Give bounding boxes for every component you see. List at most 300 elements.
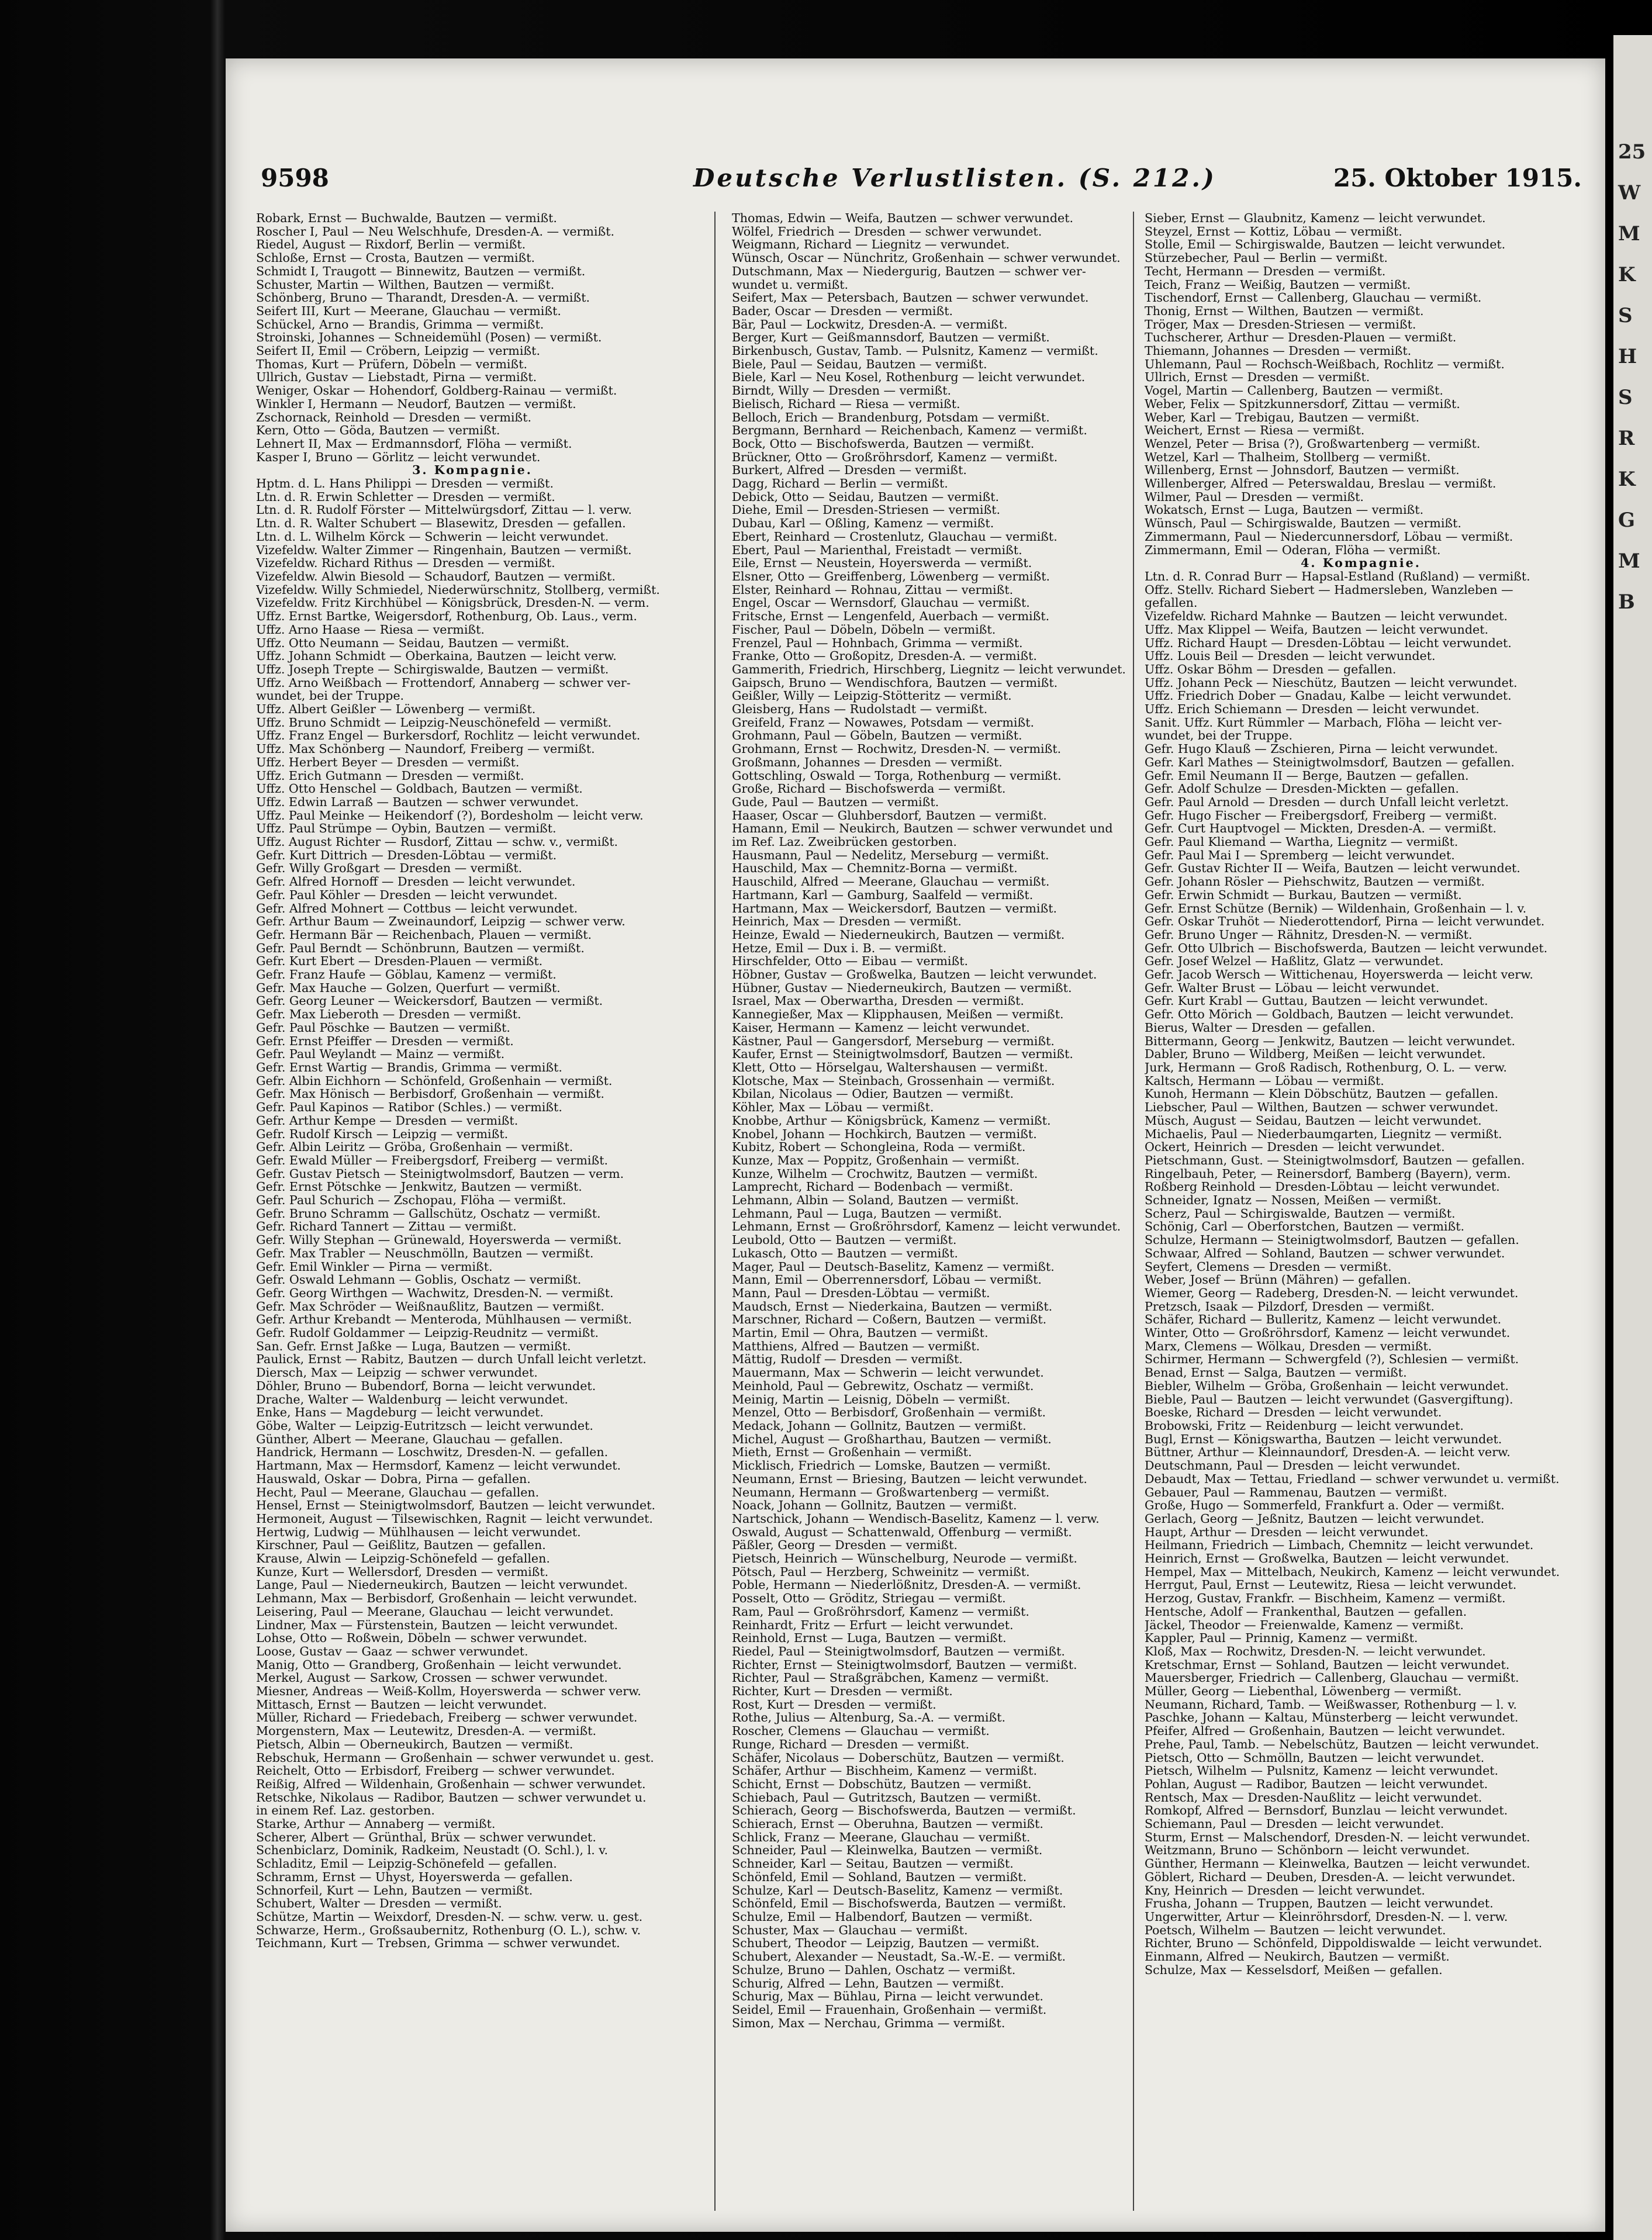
casualty-entry: Schönberg, Bruno — Tharandt, Dresden-A. — vermißt. xyxy=(256,291,590,305)
casualty-entry: Rebschuk, Hermann — Großenhain — schwer verwundet u. gest. xyxy=(256,1751,654,1765)
casualty-entry: Wiemer, Georg — Radeberg, Dresden-N. — leicht verwundet. xyxy=(1145,1286,1519,1300)
casualty-entry: Kbilan, Nicolaus — Odier, Bautzen — vermißt. xyxy=(732,1087,1014,1101)
casualty-entry: Bierus, Walter — Dresden — gefallen. xyxy=(1145,1021,1375,1035)
casualty-entry: Hartmann, Max — Weickersdorf, Bautzen — vermißt. xyxy=(732,901,1057,915)
casualty-entry: Offz. Stellv. Richard Siebert — Hadmersleben, Wanzleben — xyxy=(1145,583,1513,597)
casualty-entry: Uffz. Paul Strümpe — Oybin, Bautzen — vermißt. xyxy=(256,822,557,836)
casualty-entry: Elster, Reinhard — Rohnau, Zittau — vermißt. xyxy=(732,583,1014,597)
casualty-entry: Reinhold, Ernst — Luga, Bautzen — vermißt. xyxy=(732,1631,1007,1645)
casualty-entry: Kasper I, Bruno — Görlitz — leicht verwundet. xyxy=(256,450,541,464)
casualty-entry: Seifert II, Emil — Cröbern, Leipzig — vermißt. xyxy=(256,344,541,358)
casualty-entry: Noack, Johann — Gollnitz, Bautzen — vermißt. xyxy=(732,1499,1017,1512)
casualty-entry: Paschke, Johann — Kaltau, Münsterberg — leicht verwundet. xyxy=(1145,1711,1519,1725)
casualty-entry: Riedel, August — Rixdorf, Berlin — vermißt. xyxy=(256,238,526,252)
page-number: 9598 xyxy=(261,164,329,192)
casualty-entry: Gefr. Ernst Pötschke — Jenkwitz, Bautzen — vermißt. xyxy=(256,1180,582,1194)
column-1 xyxy=(256,212,689,2217)
casualty-entry: Dabler, Bruno — Wildberg, Meißen — leicht verwundet. xyxy=(1145,1048,1486,1061)
casualty-entry: Hetze, Emil — Dux i. B. — vermißt. xyxy=(732,941,947,955)
casualty-entry: Biebler, Wilhelm — Gröba, Großenhain — leicht verwundet. xyxy=(1145,1379,1509,1393)
casualty-entry: Schurig, Alfred — Lehn, Bautzen — vermißt. xyxy=(732,1976,1004,1990)
casualty-entry: Schulze, Max — Kesselsdorf, Meißen — gefallen. xyxy=(1145,1963,1443,1977)
casualty-entry: Schönfeld, Emil — Sohland, Bautzen — vermißt. xyxy=(732,1870,1027,1884)
casualty-entry: Ungerwitter, Artur — Kleinröhrsdorf, Dresden-N. — l. verw. xyxy=(1145,1910,1508,1924)
casualty-entry: Stolle, Emil — Schirgiswalde, Bautzen — leicht verwundet. xyxy=(1145,238,1506,252)
casualty-entry: Brückner, Otto — Großröhrsdorf, Kamenz — vermißt. xyxy=(732,450,1058,464)
casualty-entry: Pietschmann, Gust. — Steinigtwolmsdorf, Bautzen — gefallen. xyxy=(1145,1153,1525,1167)
casualty-entry: Richter, Kurt — Dresden — vermißt. xyxy=(732,1685,953,1698)
casualty-entry: Hübner, Gustav — Niederneukirch, Bautzen — vermißt. xyxy=(732,981,1072,995)
casualty-entry: Ltn. d. R. Rudolf Förster — Mittelwürgsdorf, Zittau — l. verw. xyxy=(256,503,632,517)
casualty-entry: Zimmermann, Emil — Oderan, Flöha — vermißt. xyxy=(1145,543,1441,557)
casualty-entry: Kunze, Kurt — Wellersdorf, Dresden — vermißt. xyxy=(256,1565,549,1579)
casualty-entry: Schäfer, Arthur — Bischheim, Kamenz — vermißt. xyxy=(732,1764,1037,1778)
casualty-entry: Uffz. Richard Haupt — Dresden-Löbtau — leicht verwundet. xyxy=(1145,636,1512,650)
casualty-entry: Reichelt, Otto — Erbisdorf, Freiberg — schwer verwundet. xyxy=(256,1764,615,1778)
casualty-entry: Hensel, Ernst — Steinigtwolmsdorf, Bautzen — leicht verwundet. xyxy=(256,1499,656,1512)
casualty-entry: Thomas, Kurt — Prüfern, Döbeln — vermißt. xyxy=(256,357,528,371)
edge-fragment: K xyxy=(1618,263,1636,286)
casualty-entry: Richter, Paul — Straßgräbchen, Kamenz — vermißt. xyxy=(732,1671,1049,1685)
casualty-entry: Haaser, Oscar — Gluhbersdorf, Bautzen — vermißt. xyxy=(732,808,1047,822)
casualty-entry: Benad, Ernst — Salga, Bautzen — vermißt. xyxy=(1145,1366,1407,1380)
casualty-entry: Hartmann, Max — Hermsdorf, Kamenz — leicht verwundet. xyxy=(256,1459,621,1472)
casualty-entry: Boeske, Richard — Dresden — leicht verwundet. xyxy=(1145,1406,1442,1419)
casualty-entry: Gefr. Richard Tannert — Zittau — vermißt. xyxy=(256,1220,517,1234)
casualty-entry: Bader, Oscar — Dresden — vermißt. xyxy=(732,304,953,318)
column-2 xyxy=(732,212,1164,2217)
casualty-entry: Große, Richard — Bischofswerda — vermißt. xyxy=(732,782,1006,796)
casualty-entry: Gefr. Georg Wirthgen — Wachwitz, Dresden-N. — vermißt. xyxy=(256,1286,614,1300)
casualty-entry: Schubert, Walter — Dresden — vermißt. xyxy=(256,1897,502,1910)
casualty-entry: Lehmann, Albin — Soland, Bautzen — vermißt. xyxy=(732,1194,1019,1207)
casualty-entry: Lamprecht, Richard — Bodenbach — vermißt. xyxy=(732,1180,1014,1194)
casualty-entry: Ringelbauh, Peter, — Reinersdorf, Bamberg (Bayern), verm. xyxy=(1145,1167,1511,1181)
casualty-entry: Matthiens, Alfred — Bautzen — vermißt. xyxy=(732,1339,980,1353)
casualty-entry: Thiemann, Johannes — Dresden — vermißt. xyxy=(1145,344,1412,358)
casualty-entry: Elsner, Otto — Greiffenberg, Löwenberg — vermißt. xyxy=(732,569,1050,583)
edge-fragment: K xyxy=(1618,468,1636,491)
casualty-entry: Gefr. Alfred Mohnert — Cottbus — leicht verwundet. xyxy=(256,901,578,915)
casualty-entry: Gefr. Walter Brust — Löbau — leicht verwundet. xyxy=(1145,981,1440,995)
casualty-entry: Wetzel, Karl — Thalheim, Stollberg — vermißt. xyxy=(1145,450,1431,464)
edge-fragment: 25 xyxy=(1618,140,1646,164)
casualty-entry: Ltn. d. R. Walter Schubert — Blasewitz, Dresden — gefallen. xyxy=(256,517,626,530)
casualty-entry: Uffz. Bruno Schmidt — Leipzig-Neuschönefeld — vermißt. xyxy=(256,715,612,730)
casualty-entry: Menzel, Otto — Berbisdorf, Großenhain — vermißt. xyxy=(732,1406,1046,1419)
casualty-entry: Sanit. Uffz. Kurt Rümmler — Marbach, Flöha — leicht ver- xyxy=(1145,715,1502,730)
casualty-entry: im Ref. Laz. Zweibrücken gestorben. xyxy=(732,835,957,849)
casualty-entry: Riedel, Paul — Steinigtwolmsdorf, Bautzen — vermißt. xyxy=(732,1644,1065,1658)
casualty-entry: Morgenstern, Max — Leutewitz, Dresden-A. — vermißt. xyxy=(256,1724,597,1738)
casualty-entry: Gefr. Franz Haufe — Göblau, Kamenz — vermißt. xyxy=(256,968,557,981)
casualty-entry: Schulze, Emil — Halbendorf, Bautzen — vermißt. xyxy=(732,1910,1033,1924)
casualty-entry: Schlick, Franz — Meerane, Glauchau — vermißt. xyxy=(732,1830,1031,1844)
casualty-entry: Gefr. Paul Pöschke — Bautzen — vermißt. xyxy=(256,1021,510,1035)
casualty-entry: Gefr. Arthur Krebandt — Menteroda, Mühlhausen — vermißt. xyxy=(256,1313,632,1327)
casualty-entry: Kern, Otto — Göda, Bautzen — vermißt. xyxy=(256,424,500,437)
casualty-entry: Kubitz, Robert — Schongleina, Roda — vermißt. xyxy=(732,1140,1026,1154)
casualty-entry: Martin, Emil — Ohra, Bautzen — vermißt. xyxy=(732,1326,989,1340)
casualty-entry: Winkler I, Hermann — Neudorf, Bautzen — vermißt. xyxy=(256,397,576,411)
casualty-entry: Schönig, Carl — Oberforstchen, Bautzen — vermißt. xyxy=(1145,1220,1465,1234)
edge-fragment: M xyxy=(1618,549,1640,573)
casualty-entry: gefallen. xyxy=(1145,596,1198,610)
casualty-entry: Hertwig, Ludwig — Mühlhausen — leicht verwundet. xyxy=(256,1525,581,1539)
casualty-entry: Döhler, Bruno — Bubendorf, Borna — leicht verwundet. xyxy=(256,1379,596,1393)
casualty-entry: Kunoh, Hermann — Klein Döbschütz, Bautzen — gefallen. xyxy=(1145,1087,1499,1101)
casualty-entry: Engel, Oscar — Wernsdorf, Glauchau — vermißt. xyxy=(732,596,1030,610)
casualty-entry: Heinze, Ewald — Niederneukirch, Bautzen — vermißt. xyxy=(732,928,1065,942)
casualty-entry: Gefr. Paul Schurich — Zschopau, Flöha — vermißt. xyxy=(256,1194,566,1207)
casualty-entry: Gefr. Max Trabler — Neuschmölln, Bautzen — vermißt. xyxy=(256,1246,594,1260)
page-header xyxy=(249,164,1582,205)
casualty-entry: Pohlan, August — Radibor, Bautzen — leicht verwundet. xyxy=(1145,1777,1488,1791)
column-rule xyxy=(714,212,716,2211)
casualty-entry: Jurk, Hermann — Groß Radisch, Rothenburg, O. L. — verw. xyxy=(1145,1061,1507,1074)
casualty-entry: Stroinski, Johannes — Schneidemühl (Posen) — vermißt. xyxy=(256,331,602,345)
casualty-entry: Großmann, Johannes — Dresden — vermißt. xyxy=(732,755,1003,769)
casualty-entry: Runge, Richard — Dresden — vermißt. xyxy=(732,1737,970,1751)
casualty-entry: Handrick, Hermann — Loschwitz, Dresden-N. — gefallen. xyxy=(256,1446,609,1460)
casualty-entry: Uffz. Johann Peck — Nieschütz, Bautzen — leicht verwundet. xyxy=(1145,676,1518,690)
casualty-entry: Lange, Paul — Niederneukirch, Bautzen — leicht verwundet. xyxy=(256,1578,628,1592)
casualty-entry: Gefr. Alfred Hornoff — Dresden — leicht verwundet. xyxy=(256,875,576,889)
casualty-entry: Gefr. Karl Mathes — Steinigtwolmsdorf, Bautzen — gefallen. xyxy=(1145,755,1515,769)
casualty-entry: Lehmann, Ernst — Großröhrsdorf, Kamenz — leicht verwundet. xyxy=(732,1220,1121,1234)
casualty-entry: Herzog, Gustav, Frankfr. — Bischheim, Kamenz — vermißt. xyxy=(1145,1592,1506,1605)
casualty-entry: Ltn. d. R. Erwin Schletter — Dresden — vermißt. xyxy=(256,490,555,504)
casualty-entry: Hauschild, Alfred — Meerane, Glauchau — vermißt. xyxy=(732,875,1050,889)
casualty-entry: Dutschmann, Max — Niedergurig, Bautzen — schwer ver- xyxy=(732,264,1086,278)
casualty-entry: Gefr. Erwin Schmidt — Burkau, Bautzen — vermißt. xyxy=(1145,888,1462,902)
casualty-entry: Schladitz, Emil — Leipzig-Schönefeld — gefallen. xyxy=(256,1857,557,1871)
casualty-entry: Richter, Ernst — Steinigtwolmsdorf, Bautzen — vermißt. xyxy=(732,1658,1077,1672)
edge-fragment: R xyxy=(1618,427,1635,450)
casualty-entry: Gleisberg, Hans — Rudolstadt — vermißt. xyxy=(732,703,988,716)
edge-fragment: S xyxy=(1618,304,1633,327)
casualty-entry: Neumann, Ernst — Briesing, Bautzen — leicht verwundet. xyxy=(732,1472,1087,1486)
casualty-entry: Lehmann, Max — Berbisdorf, Großenhain — leicht verwundet. xyxy=(256,1592,638,1605)
casualty-entry: Reißig, Alfred — Wildenhain, Großenhain — schwer verwundet. xyxy=(256,1777,646,1791)
casualty-entry: Uffz. Max Schönberg — Naundorf, Freiberg — vermißt. xyxy=(256,742,595,756)
casualty-entry: Pietsch, Heinrich — Wünschelburg, Neurode — vermißt. xyxy=(732,1552,1077,1565)
casualty-entry: Vizefeldw. Fritz Kirchhübel — Königsbrück, Dresden-N. — verm. xyxy=(256,596,649,610)
casualty-entry: Ltn. d. L. Wilhelm Körck — Schwerin — leicht verwundet. xyxy=(256,530,609,544)
casualty-entry: Gefr. Albin Leiritz — Gröba, Großenhain — vermißt. xyxy=(256,1140,573,1154)
casualty-entry: Gefr. Johann Rösler — Piehschwitz, Bautzen — vermißt. xyxy=(1145,875,1485,889)
casualty-entry: Kästner, Paul — Gangersdorf, Merseburg — vermißt. xyxy=(732,1034,1055,1048)
casualty-entry: Gefr. Paul Weylandt — Mainz — vermißt. xyxy=(256,1048,505,1061)
casualty-entry: Heinrich, Max — Dresden — vermißt. xyxy=(732,915,962,928)
casualty-entry: Neumann, Richard, Tamb. — Weißwasser, Rothenburg — l. v. xyxy=(1145,1698,1517,1712)
casualty-entry: Weichert, Ernst — Riesa — vermißt. xyxy=(1145,424,1365,437)
casualty-entry: Zimmermann, Paul — Niedercunnersdorf, Löbau — vermißt. xyxy=(1145,530,1513,544)
casualty-entry: Frusha, Johann — Truppen, Bautzen — leicht verwundet. xyxy=(1145,1897,1494,1910)
casualty-entry: Schwarze, Herm., Großsaubernitz, Rothenburg (O. L.), schw. v. xyxy=(256,1923,641,1937)
casualty-entry: Weber, Karl — Trebigau, Bautzen — vermißt. xyxy=(1145,410,1420,424)
casualty-entry: Gefr. Paul Mai I — Spremberg — leicht verwundet. xyxy=(1145,848,1455,862)
casualty-entry: Gerlach, Georg — Jeßnitz, Bautzen — leicht verwundet. xyxy=(1145,1512,1485,1526)
casualty-entry: Gefr. Willy Großgart — Dresden — vermißt. xyxy=(256,862,523,876)
casualty-entry: Uhlemann, Paul — Rochsch-Weißbach, Rochlitz — vermißt. xyxy=(1145,357,1505,371)
casualty-entry: Vizefeldw. Alwin Biesold — Schaudorf, Bautzen — vermißt. xyxy=(256,569,616,583)
casualty-entry: Gefr. Albin Eichhorn — Schönfeld, Großenhain — vermißt. xyxy=(256,1074,613,1088)
casualty-entry: Uffz. Max Klippel — Weifa, Bautzen — leicht verwundet. xyxy=(1145,623,1489,637)
casualty-entry: Müsch, August — Seidau, Bautzen — leicht verwundet. xyxy=(1145,1114,1482,1128)
casualty-entry: Neumann, Hermann — Großwartenberg — vermißt. xyxy=(732,1485,1050,1499)
casualty-entry: Uffz. Oskar Böhm — Dresden — gefallen. xyxy=(1145,662,1397,676)
casualty-entry: Stürzebecher, Paul — Berlin — vermißt. xyxy=(1145,251,1388,265)
casualty-entry: Müller, Richard — Friedebach, Freiberg — schwer verwundet. xyxy=(256,1711,638,1725)
casualty-entry: Uffz. Louis Beil — Dresden — leicht verwundet. xyxy=(1145,649,1436,663)
casualty-entry: Gefr. Paul Kapinos — Ratibor (Schles.) — vermißt. xyxy=(256,1101,562,1114)
casualty-entry: Schulze, Hermann — Steinigtwolmsdorf, Bautzen — gefallen. xyxy=(1145,1233,1519,1247)
casualty-entry: wundet, bei der Truppe. xyxy=(1145,729,1293,743)
casualty-entry: Uffz. Erich Schiemann — Dresden — leicht verwundet. xyxy=(1145,703,1480,716)
casualty-entry: Schwaar, Alfred — Sohland, Bautzen — schwer verwundet. xyxy=(1145,1246,1505,1260)
casualty-entry: Lehmann, Paul — Luga, Bautzen — vermißt. xyxy=(732,1207,1003,1221)
casualty-entry: Gefr. Georg Leuner — Weickersdorf, Bautzen — vermißt. xyxy=(256,994,603,1008)
casualty-entry: Hempel, Max — Mittelbach, Neukirch, Kamenz — leicht verwundet. xyxy=(1145,1565,1560,1579)
edge-fragment: H xyxy=(1618,345,1637,368)
casualty-entry: Gebauer, Paul — Rammenau, Bautzen — vermißt. xyxy=(1145,1485,1447,1499)
casualty-entry: Schuster, Martin — Wilthen, Bautzen — vermißt. xyxy=(256,278,555,292)
casualty-entry: Pietsch, Otto — Schmölln, Bautzen — leicht verwundet. xyxy=(1145,1751,1485,1765)
casualty-entry: Ebert, Reinhard — Crostenlutz, Glauchau — vermißt. xyxy=(732,530,1057,544)
casualty-entry: Gefr. Ernst Pfeiffer — Dresden — vermißt. xyxy=(256,1034,514,1048)
casualty-entry: Deutschmann, Paul — Dresden — leicht verwundet. xyxy=(1145,1459,1461,1472)
casualty-entry: Wilmer, Paul — Dresden — vermißt. xyxy=(1145,490,1364,504)
casualty-entry: Lindner, Max — Fürstenstein, Bautzen — leicht verwundet. xyxy=(256,1618,618,1632)
casualty-entry: Bär, Paul — Lockwitz, Dresden-A. — vermißt. xyxy=(732,317,1008,331)
casualty-entry: wundet u. vermißt. xyxy=(732,278,849,292)
casualty-entry: Hartmann, Karl — Gamburg, Saalfeld — vermißt. xyxy=(732,888,1034,902)
edge-fragment: B xyxy=(1618,590,1635,614)
casualty-entry: Oswald, August — Schattenwald, Offenburg — vermißt. xyxy=(732,1525,1072,1539)
casualty-entry: Müller, Georg — Liebenthal, Löwenberg — vermißt. xyxy=(1145,1685,1462,1698)
casualty-entry: Gude, Paul — Bautzen — vermißt. xyxy=(732,795,939,809)
casualty-entry: Willenberger, Alfred — Peterswaldau, Breslau — vermißt. xyxy=(1145,477,1497,490)
casualty-entry: Belloch, Erich — Brandenburg, Potsdam — vermißt. xyxy=(732,410,1050,424)
casualty-entry: Uffz. Joseph Trepte — Schirgiswalde, Bautzen — vermißt. xyxy=(256,662,609,676)
casualty-entry: Uffz. Ernst Bartke, Weigersdorf, Rothenburg, Ob. Laus., verm. xyxy=(256,610,637,623)
casualty-entry: Schäfer, Nicolaus — Doberschütz, Bautzen — vermißt. xyxy=(732,1751,1065,1765)
casualty-entry: Debick, Otto — Seidau, Bautzen — vermißt. xyxy=(732,490,1000,504)
casualty-entry: Schurig, Max — Bühlau, Pirna — leicht verwundet. xyxy=(732,1990,1043,2003)
casualty-entry: Günther, Hermann — Kleinwelka, Bautzen — leicht verwundet. xyxy=(1145,1857,1530,1871)
casualty-entry: Bieble, Paul — Bautzen — leicht verwundet (Gasvergiftung). xyxy=(1145,1392,1513,1406)
casualty-entry: Dagg, Richard — Berlin — vermißt. xyxy=(732,477,948,490)
casualty-entry: Kloß, Max — Rochwitz, Dresden-N. — leicht verwundet. xyxy=(1145,1644,1486,1658)
casualty-entry: Marschner, Richard — Coßern, Bautzen — vermißt. xyxy=(732,1313,1047,1327)
casualty-entry: Krause, Alwin — Leipzig-Schönefeld — gefallen. xyxy=(256,1552,550,1565)
casualty-entry: Leisering, Paul — Meerane, Glauchau — leicht verwundet. xyxy=(256,1605,614,1619)
casualty-entry: Gefr. Rudolf Goldammer — Leipzig-Reudnitz — vermißt. xyxy=(256,1326,599,1340)
casualty-entry: Schuster, Max — Glauchau — vermißt. xyxy=(732,1923,968,1937)
casualty-entry: Hecht, Paul — Meerane, Glauchau — gefallen. xyxy=(256,1485,540,1499)
casualty-entry: Seifert III, Kurt — Meerane, Glauchau — vermißt. xyxy=(256,304,561,318)
casualty-entry: Wünsch, Oscar — Nünchritz, Großenhain — schwer verwundet. xyxy=(732,251,1121,265)
casualty-entry: Kaiser, Hermann — Kamenz — leicht verwundet. xyxy=(732,1021,1030,1035)
casualty-entry: Uffz. Arno Haase — Riesa — vermißt. xyxy=(256,623,485,637)
casualty-entry: Richter, Bruno — Schönfeld, Dippoldiswalde — leicht verwundet. xyxy=(1145,1937,1543,1951)
casualty-entry: Brobowski, Fritz — Reidenburg — leicht verwundet. xyxy=(1145,1419,1464,1433)
casualty-entry: Seidel, Emil — Frauenhain, Großenhain — vermißt. xyxy=(732,2003,1047,2017)
casualty-entry: Wünsch, Paul — Schirgiswalde, Bautzen — vermißt. xyxy=(1145,517,1461,530)
casualty-entry: Nartschick, Johann — Wendisch-Baselitz, Kamenz — l. verw. xyxy=(732,1512,1100,1526)
casualty-entry: Gefr. Emil Neumann II — Berge, Bautzen — gefallen. xyxy=(1145,769,1469,783)
casualty-entry: Teich, Franz — Weißig, Bautzen — vermißt. xyxy=(1145,278,1411,292)
casualty-entry: Schubert, Alexander — Neustadt, Sa.-W.-E. — vermißt. xyxy=(732,1950,1066,1964)
casualty-entry: Göbe, Walter — Leipzig-Eutritzsch — leicht verwundet. xyxy=(256,1419,593,1433)
casualty-entry: Büttner, Arthur — Kleinnaundorf, Dresden-A. — leicht verw. xyxy=(1145,1446,1511,1460)
casualty-entry: Roßberg Reinhold — Dresden-Löbtau — leicht verwundet. xyxy=(1145,1180,1500,1194)
casualty-entry: Gefr. Hugo Fischer — Freibergsdorf, Freiberg — vermißt. xyxy=(1145,808,1497,822)
casualty-entry: Gefr. Arthur Kempe — Dresden — vermißt. xyxy=(256,1114,519,1128)
casualty-entry: Ullrich, Ernst — Dresden — vermißt. xyxy=(1145,371,1370,385)
casualty-entry: Tuchscherer, Arthur — Dresden-Plauen — vermißt. xyxy=(1145,331,1457,345)
casualty-entry: Gefr. Kurt Krabl — Guttau, Bautzen — leicht verwundet. xyxy=(1145,994,1488,1008)
casualty-entry: Gefr. Max Hauche — Golzen, Querfurt — vermißt. xyxy=(256,981,561,995)
casualty-entry: Päßler, Georg — Dresden — vermißt. xyxy=(732,1539,958,1553)
casualty-entry: Rothe, Julius — Altenburg, Sa.-A. — vermißt. xyxy=(732,1711,1006,1725)
casualty-entry: Hermoneit, August — Tilsewischken, Ragnit — leicht verwundet. xyxy=(256,1512,653,1526)
casualty-entry: Birkenbusch, Gustav, Tamb. — Pulsnitz, Kamenz — vermißt. xyxy=(732,344,1098,358)
casualty-entry: Fischer, Paul — Döbeln, Döbeln — vermißt. xyxy=(732,623,996,637)
casualty-entry: Greifeld, Franz — Nowawes, Potsdam — vermißt. xyxy=(732,715,1035,730)
casualty-entry: Seifert, Max — Petersbach, Bautzen — schwer verwundet. xyxy=(732,291,1089,305)
casualty-entry: Thomas, Edwin — Weifa, Bautzen — schwer verwundet. xyxy=(732,212,1074,225)
casualty-entry: Vizefeldw. Richard Mahnke — Bautzen — leicht verwundet. xyxy=(1145,610,1508,623)
casualty-entry: Klotsche, Max — Steinbach, Grossenhain — vermißt. xyxy=(732,1074,1055,1088)
casualty-entry: Ullrich, Gustav — Liebstadt, Pirna — vermißt. xyxy=(256,371,537,385)
casualty-entry: Schierach, Ernst — Oberuhna, Bautzen — vermißt. xyxy=(732,1817,1043,1831)
casualty-entry: Drache, Walter — Waldenburg — leicht verwundet. xyxy=(256,1392,568,1406)
casualty-entry: Pietsch, Albin — Oberneukirch, Bautzen — vermißt. xyxy=(256,1737,573,1751)
casualty-entry: Schramm, Ernst — Uhyst, Hoyerswerda — gefallen. xyxy=(256,1870,573,1884)
casualty-entry: Wenzel, Peter — Brisa (?), Großwartenberg — vermißt. xyxy=(1145,437,1481,451)
casualty-entry: Meinhold, Paul — Gebrewitz, Oschatz — vermißt. xyxy=(732,1379,1034,1393)
casualty-entry: Gefr. Ernst Wartig — Brandis, Grimma — vermißt. xyxy=(256,1061,562,1074)
casualty-entry: Dubau, Karl — Oßling, Kamenz — vermißt. xyxy=(732,517,994,530)
casualty-entry: Haupt, Arthur — Dresden — leicht verwundet. xyxy=(1145,1525,1429,1539)
casualty-entry: Michel, August — Großharthau, Bautzen — vermißt. xyxy=(732,1432,1052,1446)
casualty-entry: Vogel, Martin — Callenberg, Bautzen — vermißt. xyxy=(1145,384,1443,397)
casualty-entry: in einem Ref. Laz. gestorben. xyxy=(256,1804,435,1818)
casualty-entry: Winter, Otto — Großröhrsdorf, Kamenz — leicht verwundet. xyxy=(1145,1326,1511,1340)
casualty-entry: Gefr. Ernst Schütze (Bernik) — Wildenhain, Großenhain — l. v. xyxy=(1145,901,1527,915)
casualty-entry: Teichmann, Kurt — Trebsen, Grimma — schwer verwundet. xyxy=(256,1937,620,1951)
casualty-entry: Biele, Paul — Seidau, Bautzen — vermißt. xyxy=(732,357,987,371)
casualty-entry: Schloße, Ernst — Crosta, Bautzen — vermißt. xyxy=(256,251,535,265)
casualty-entry: Starke, Arthur — Annaberg — vermißt. xyxy=(256,1817,496,1831)
casualty-entry: Schneider, Ignatz — Nossen, Meißen — vermißt. xyxy=(1145,1194,1442,1207)
casualty-entry: Schierach, Georg — Bischofswerda, Bautzen — vermißt. xyxy=(732,1804,1076,1818)
casualty-entry: Israel, Max — Oberwartha, Dresden — vermißt. xyxy=(732,994,1024,1008)
casualty-entry: Hauschild, Max — Chemnitz-Borna — vermißt. xyxy=(732,862,1018,876)
casualty-entry: Gefr. Gustav Richter II — Weifa, Bautzen — leicht verwundet. xyxy=(1145,862,1520,876)
casualty-entry: Mann, Paul — Dresden-Löbtau — vermißt. xyxy=(732,1286,990,1300)
casualty-entry: Vizefeldw. Richard Rithus — Dresden — vermißt. xyxy=(256,556,555,570)
casualty-entry: Höbner, Gustav — Großwelka, Bautzen — leicht verwundet. xyxy=(732,968,1097,981)
casualty-entry: Maudsch, Ernst — Niederkaina, Bautzen — vermißt. xyxy=(732,1299,1053,1313)
casualty-entry: Lukasch, Otto — Bautzen — vermißt. xyxy=(732,1246,958,1260)
casualty-entry: Uffz. Albert Geißler — Löwenberg — vermißt. xyxy=(256,703,536,716)
casualty-entry: Leubold, Otto — Bautzen — vermißt. xyxy=(732,1233,957,1247)
casualty-entry: Pötsch, Paul — Herzberg, Schweinitz — vermißt. xyxy=(732,1565,1030,1579)
casualty-entry: Kretschmar, Ernst — Sohland, Bautzen — leicht verwundet. xyxy=(1145,1658,1510,1672)
casualty-entry: Gefr. Adolf Schulze — Dresden-Mickten — gefallen. xyxy=(1145,782,1459,796)
casualty-entry: Tröger, Max — Dresden-Striesen — vermißt. xyxy=(1145,317,1416,331)
casualty-entry: Bugl, Ernst — Königswartha, Bautzen — leicht verwundet. xyxy=(1145,1432,1502,1446)
publication-title: Deutsche Verlustlisten. (S. 212.) xyxy=(693,164,1216,192)
next-page-edge xyxy=(1613,35,1652,2240)
casualty-entry: Gefr. Hermann Bär — Reichenbach, Plauen — vermißt. xyxy=(256,928,592,942)
casualty-entry: Micklisch, Friedrich — Lomske, Bautzen — vermißt. xyxy=(732,1459,1051,1472)
casualty-entry: Gefr. Josef Welzel — Haßlitz, Glatz — verwundet. xyxy=(1145,955,1444,969)
casualty-entry: Bielisch, Richard — Riesa — vermißt. xyxy=(732,397,960,411)
casualty-entry: Prehe, Paul, Tamb. — Nebelschütz, Bautzen — leicht verwundet. xyxy=(1145,1737,1539,1751)
casualty-entry: Gefr. Max Lieberoth — Dresden — vermißt. xyxy=(256,1008,521,1021)
casualty-entry: Mieth, Ernst — Großenhain — vermißt. xyxy=(732,1446,972,1460)
casualty-entry: Göblert, Richard — Deuben, Dresden-A. — leicht verwundet. xyxy=(1145,1870,1516,1884)
casualty-entry: Birndt, Willy — Dresden — vermißt. xyxy=(732,384,952,397)
casualty-entry: Gefr. Kurt Dittrich — Dresden-Löbtau — vermißt. xyxy=(256,848,557,862)
casualty-entry: Mittasch, Ernst — Bautzen — leicht verwundet. xyxy=(256,1698,547,1712)
casualty-entry: Sieber, Ernst — Glaubnitz, Kamenz — leicht verwundet. xyxy=(1145,212,1486,225)
casualty-entry: Große, Hugo — Sommerfeld, Frankfurt a. Oder — vermißt. xyxy=(1145,1499,1505,1512)
casualty-entry: Gefr. Paul Köhler — Dresden — leicht verwundet. xyxy=(256,888,558,902)
casualty-entry: Diersch, Max — Leipzig — schwer verwundet. xyxy=(256,1366,538,1380)
casualty-entry: Schiebach, Paul — Gutritzsch, Bautzen — vermißt. xyxy=(732,1790,1042,1805)
casualty-entry: Gefr. Bruno Schramm — Gallschütz, Oschatz — vermißt. xyxy=(256,1207,601,1221)
casualty-entry: Medack, Johann — Gollnitz, Bautzen — vermißt. xyxy=(732,1419,1027,1433)
casualty-entry: Schubert, Theodor — Leipzig, Bautzen — vermißt. xyxy=(732,1937,1040,1951)
edge-fragment: W xyxy=(1618,181,1641,205)
casualty-entry: Einmann, Alfred — Neukirch, Bautzen — vermißt. xyxy=(1145,1950,1450,1964)
edge-fragment: S xyxy=(1618,386,1633,409)
casualty-entry: Poetsch, Wilhelm — Bautzen — leicht verwundet. xyxy=(1145,1923,1446,1937)
casualty-entry: Kunze, Wilhelm — Crochwitz, Bautzen — vermißt. xyxy=(732,1167,1038,1181)
casualty-entry: Mättig, Rudolf — Dresden — vermißt. xyxy=(732,1353,963,1367)
casualty-entry: Gefr. Curt Hauptvogel — Mickten, Dresden-A. — vermißt. xyxy=(1145,822,1497,836)
casualty-entry: Liebscher, Paul — Wilthen, Bautzen — schwer verwundet. xyxy=(1145,1101,1499,1114)
casualty-entry: Gefr. Oskar Truhöt — Niederottendorf, Pirna — leicht verwundet. xyxy=(1145,915,1545,928)
casualty-entry: Hirschfelder, Otto — Eibau — vermißt. xyxy=(732,955,969,969)
casualty-entry: Weber, Felix — Spitzkunnersdorf, Zittau — vermißt. xyxy=(1145,397,1460,411)
casualty-entry: Schönfeld, Emil — Bischofswerda, Bautzen — vermißt. xyxy=(732,1897,1066,1910)
casualty-entry: Schirmer, Hermann — Schwergfeld (?), Schlesien — vermißt. xyxy=(1145,1353,1519,1367)
casualty-entry: Paulick, Ernst — Rabitz, Bautzen — durch Unfall leicht verletzt. xyxy=(256,1353,647,1367)
casualty-entry: Fritsche, Ernst — Lengenfeld, Auerbach — vermißt. xyxy=(732,610,1050,623)
casualty-entry: Schückel, Arno — Brandis, Grimma — vermißt. xyxy=(256,317,544,331)
casualty-entry: Seyfert, Clemens — Dresden — vermißt. xyxy=(1145,1260,1392,1274)
casualty-entry: Retschke, Nikolaus — Radibor, Bautzen — schwer verwundet u. xyxy=(256,1790,647,1805)
casualty-entry: Frenzel, Paul — Hohnbach, Grimma — vermißt. xyxy=(732,636,1023,650)
casualty-entry: Vizefeldw. Walter Zimmer — Ringenhain, Bautzen — vermißt. xyxy=(256,543,632,557)
column-3 xyxy=(1145,212,1577,2217)
casualty-entry: Weber, Josef — Brünn (Mähren) — gefallen. xyxy=(1145,1273,1411,1287)
casualty-entry: Simon, Max — Nerchau, Grimma — vermißt. xyxy=(732,2016,1005,2030)
casualty-entry: Lehnert II, Max — Erdmannsdorf, Flöha — vermißt. xyxy=(256,437,572,451)
casualty-entry: Kny, Heinrich — Dresden — leicht verwundet. xyxy=(1145,1883,1425,1897)
casualty-entry: Grohmann, Ernst — Rochwitz, Dresden-N. — vermißt. xyxy=(732,742,1062,756)
casualty-entry: Debaudt, Max — Tettau, Friedland — schwer verwundet u. vermißt. xyxy=(1145,1472,1560,1486)
casualty-entry: Gefr. Arthur Baum — Zweinaundorf, Leipzig — schwer verw. xyxy=(256,915,625,928)
casualty-entry: Gefr. Rudolf Kirsch — Leipzig — vermißt. xyxy=(256,1127,509,1141)
casualty-entry: Schäfer, Richard — Bulleritz, Kamenz — leicht verwundet. xyxy=(1145,1313,1502,1327)
